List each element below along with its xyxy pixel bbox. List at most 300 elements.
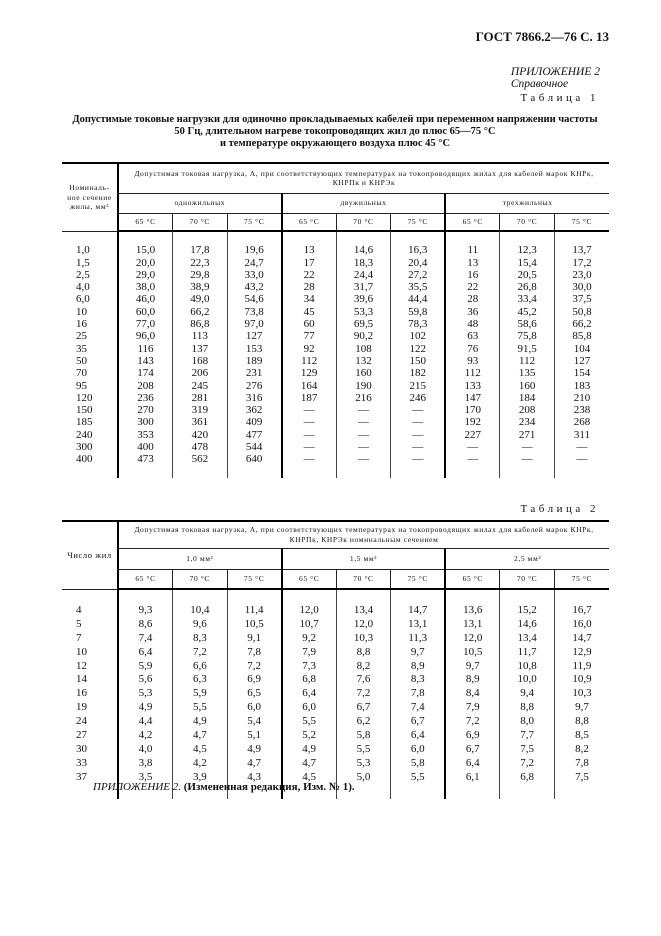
value-cell: 143 (118, 355, 173, 367)
table-row (62, 604, 609, 618)
value-cell: 23,0 (554, 269, 609, 281)
value-cell: 210 (554, 392, 609, 404)
value-cell: 96,0 (118, 330, 173, 342)
value-cell: 4,9 (173, 715, 228, 729)
value-cell: 5,5 (173, 701, 228, 715)
value-cell: 5,8 (336, 729, 391, 743)
value-cell: 132 (336, 355, 391, 367)
footnote-appendix: ПРИЛОЖЕНИЕ 2. (93, 781, 181, 793)
temperature-header: 65 °С (118, 213, 173, 231)
value-cell: 10,3 (336, 632, 391, 646)
value-cell: 362 (227, 404, 282, 416)
value-cell: 6,4 (391, 729, 446, 743)
row-label-cell: 24 (62, 715, 118, 729)
value-cell: 192 (445, 416, 500, 428)
value-cell: 7,8 (554, 757, 609, 771)
value-cell: 3,8 (118, 757, 173, 771)
temperature-header: 70 °С (336, 213, 391, 231)
value-cell: 5,3 (118, 687, 173, 701)
value-cell: 7,2 (500, 757, 555, 771)
table-row (62, 429, 609, 441)
value-cell: 7,5 (554, 771, 609, 785)
value-cell: 28 (445, 293, 500, 305)
value-cell: 400 (118, 441, 173, 453)
row-label-cell (62, 231, 118, 244)
value-cell: 4,2 (173, 757, 228, 771)
temperature-header: 70 °С (500, 569, 555, 589)
value-cell: 31,7 (336, 281, 391, 293)
value-cell: 6,2 (336, 715, 391, 729)
value-cell: 48 (445, 318, 500, 330)
value-cell: — (445, 453, 500, 465)
temperature-header: 70 °С (500, 213, 555, 231)
value-cell: 91,5 (500, 343, 555, 355)
value-cell: 7,2 (445, 715, 500, 729)
value-cell: 38,9 (173, 281, 228, 293)
temperature-header: 65 °С (445, 213, 500, 231)
temperature-header: 70 °С (173, 569, 228, 589)
value-cell: 104 (554, 343, 609, 355)
value-cell: 319 (173, 404, 228, 416)
value-cell: 8,2 (336, 660, 391, 674)
row-label-cell: 10 (62, 306, 118, 318)
value-cell: 6,0 (391, 743, 446, 757)
row-label-cell: 33 (62, 757, 118, 771)
value-cell: 8,8 (336, 646, 391, 660)
row-label-cell: 6,0 (62, 293, 118, 305)
value-cell (500, 466, 555, 478)
row-label-cell: 35 (62, 343, 118, 355)
value-cell: — (554, 453, 609, 465)
value-cell (118, 589, 173, 604)
value-cell: — (336, 453, 391, 465)
table-row (62, 646, 609, 660)
row-label-cell: 25 (62, 330, 118, 342)
value-cell: 478 (173, 441, 228, 453)
table-row (62, 729, 609, 743)
value-cell: 6,0 (282, 701, 337, 715)
row-label-cell: 300 (62, 441, 118, 453)
spacer-row (62, 231, 609, 244)
table-row (62, 660, 609, 674)
value-cell: 5,1 (227, 729, 282, 743)
value-cell (282, 589, 337, 604)
value-cell: — (336, 404, 391, 416)
value-cell: 30,0 (554, 281, 609, 293)
table-row (62, 355, 609, 367)
value-cell: 5,9 (118, 660, 173, 674)
value-cell: 4,7 (227, 757, 282, 771)
value-cell: 122 (391, 343, 446, 355)
value-cell: 11,3 (391, 632, 446, 646)
value-cell: 147 (445, 392, 500, 404)
value-cell: 477 (227, 429, 282, 441)
value-cell (227, 589, 282, 604)
value-cell: 4,9 (118, 701, 173, 715)
appendix-subtitle: Справочное (510, 78, 569, 90)
value-cell: 238 (554, 404, 609, 416)
value-cell: 8,3 (391, 673, 446, 687)
value-cell: 11 (445, 244, 500, 256)
value-cell: 127 (554, 355, 609, 367)
value-cell: 22 (445, 281, 500, 293)
value-cell (500, 785, 555, 799)
row-label-cell: 4 (62, 604, 118, 618)
value-cell: 15,0 (118, 244, 173, 256)
value-cell: 13 (282, 244, 337, 256)
footnote (93, 781, 355, 793)
value-cell: 361 (173, 416, 228, 428)
value-cell: 13,7 (554, 244, 609, 256)
table1 (62, 162, 609, 478)
value-cell: 234 (500, 416, 555, 428)
value-cell: 85,8 (554, 330, 609, 342)
value-cell: 190 (336, 380, 391, 392)
row-label-cell: 400 (62, 453, 118, 465)
value-cell: 409 (227, 416, 282, 428)
value-cell: 215 (391, 380, 446, 392)
value-cell: 10,9 (554, 673, 609, 687)
row-label-cell: 16 (62, 687, 118, 701)
table-row (62, 618, 609, 632)
row-label-cell: 150 (62, 404, 118, 416)
appendix-title: ПРИЛОЖЕНИЕ 2 (510, 66, 600, 78)
table1-title-line: и температуре окружающего воздуха плюс 45 °С (219, 138, 451, 149)
spacer-row (62, 589, 609, 604)
value-cell: 77,0 (118, 318, 173, 330)
value-cell: 5,5 (391, 771, 446, 785)
value-cell: 11,9 (554, 660, 609, 674)
value-cell: 66,2 (554, 318, 609, 330)
value-cell: 113 (173, 330, 228, 342)
value-cell: 97,0 (227, 318, 282, 330)
value-cell: 69,5 (336, 318, 391, 330)
value-cell: 19,6 (227, 244, 282, 256)
value-cell: 50,8 (554, 306, 609, 318)
value-cell (336, 589, 391, 604)
value-cell: 311 (554, 429, 609, 441)
row-label-cell (62, 466, 118, 478)
value-cell: — (282, 429, 337, 441)
value-cell: 7,9 (282, 646, 337, 660)
value-cell: 316 (227, 392, 282, 404)
main-header: Допустимая токовая нагрузка, А, при соответствующих температурах на токопроводящих жилах для кабелей марок КНРк, КНРПк и КНРЭк (118, 163, 609, 193)
table-row (62, 257, 609, 269)
value-cell: 46,0 (118, 293, 173, 305)
row-label-cell: 37 (62, 771, 118, 785)
value-cell: 14,6 (500, 618, 555, 632)
value-cell: 4,5 (173, 743, 228, 757)
value-cell: 174 (118, 367, 173, 379)
value-cell: — (391, 429, 446, 441)
table1-title-line: 50 Гц, длительном нагреве токопроводящих жил до плюс 65—75 °С (174, 126, 496, 137)
value-cell: 13,6 (445, 604, 500, 618)
value-cell: 137 (173, 343, 228, 355)
value-cell: 8,8 (554, 715, 609, 729)
value-cell: 153 (227, 343, 282, 355)
value-cell: — (500, 453, 555, 465)
value-cell: 20,4 (391, 257, 446, 269)
value-cell: 7,7 (500, 729, 555, 743)
value-cell: 36 (445, 306, 500, 318)
value-cell: 28 (282, 281, 337, 293)
value-cell: 7,6 (336, 673, 391, 687)
value-cell (554, 785, 609, 799)
value-cell: 60,0 (118, 306, 173, 318)
value-cell: 33,4 (500, 293, 555, 305)
value-cell: — (391, 416, 446, 428)
value-cell: 4,7 (282, 757, 337, 771)
value-cell (554, 231, 609, 244)
value-cell: 9,7 (445, 660, 500, 674)
value-cell: 8,9 (391, 660, 446, 674)
value-cell: 6,3 (173, 673, 228, 687)
value-cell: 9,3 (118, 604, 173, 618)
value-cell: 271 (500, 429, 555, 441)
value-cell: — (500, 441, 555, 453)
value-cell: 4,5 (282, 771, 337, 785)
table1-title (40, 114, 630, 150)
temperature-header: 75 °С (554, 213, 609, 231)
value-cell: 17,8 (173, 244, 228, 256)
value-cell: 154 (554, 367, 609, 379)
value-cell: 8,0 (500, 715, 555, 729)
value-cell: 22 (282, 269, 337, 281)
value-cell: 14,7 (391, 604, 446, 618)
value-cell: 16 (445, 269, 500, 281)
value-cell (391, 231, 446, 244)
table-row (62, 453, 609, 465)
value-cell (554, 589, 609, 604)
value-cell: 4,4 (118, 715, 173, 729)
table-row (62, 380, 609, 392)
value-cell: 127 (227, 330, 282, 342)
table-row (62, 632, 609, 646)
value-cell (391, 589, 446, 604)
value-cell: — (336, 416, 391, 428)
row-label-cell: 1,0 (62, 244, 118, 256)
value-cell: — (445, 441, 500, 453)
value-cell: 20,5 (500, 269, 555, 281)
value-cell: 7,2 (227, 660, 282, 674)
value-cell: 35,5 (391, 281, 446, 293)
value-cell: 7,5 (500, 743, 555, 757)
table-row (62, 330, 609, 342)
value-cell: 9,7 (554, 701, 609, 715)
value-cell: 187 (282, 392, 337, 404)
value-cell (445, 785, 500, 799)
table-row (62, 404, 609, 416)
row-label-cell: 2,5 (62, 269, 118, 281)
row-header: Номиналь-ное сечение жилы, мм² (62, 163, 118, 231)
table-row (62, 757, 609, 771)
table-row (62, 416, 609, 428)
temperature-header: 70 °С (173, 213, 228, 231)
value-cell: 45,2 (500, 306, 555, 318)
table1-title-line: Допустимые токовые нагрузки для одиночно прокладываемых кабелей при переменном напряжении частоты (72, 114, 598, 125)
value-cell: 300 (118, 416, 173, 428)
value-cell: 10,7 (282, 618, 337, 632)
value-cell: 150 (391, 355, 446, 367)
value-cell: 75,8 (500, 330, 555, 342)
temperature-header: 70 °С (336, 569, 391, 589)
value-cell: 6,7 (336, 701, 391, 715)
row-label-cell: 19 (62, 701, 118, 715)
value-cell: 9,6 (173, 618, 228, 632)
value-cell: 3,5 (118, 771, 173, 785)
value-cell: — (391, 453, 446, 465)
value-cell: 9,1 (227, 632, 282, 646)
value-cell: 27,2 (391, 269, 446, 281)
row-label-cell: 70 (62, 367, 118, 379)
value-cell: 16,3 (391, 244, 446, 256)
group-header: трехжильных (445, 193, 609, 213)
value-cell: 13,4 (500, 632, 555, 646)
value-cell: 108 (336, 343, 391, 355)
value-cell: 22,3 (173, 257, 228, 269)
value-cell: 16,7 (554, 604, 609, 618)
value-cell: 24,7 (227, 257, 282, 269)
group-header: одножильных (118, 193, 282, 213)
value-cell: 281 (173, 392, 228, 404)
value-cell (282, 231, 337, 244)
value-cell (445, 466, 500, 478)
value-cell: 182 (391, 367, 446, 379)
value-cell: 102 (391, 330, 446, 342)
row-header: Число жил (62, 521, 118, 589)
value-cell (554, 466, 609, 478)
value-cell: 236 (118, 392, 173, 404)
value-cell: 10,0 (500, 673, 555, 687)
value-cell: 6,8 (282, 673, 337, 687)
value-cell: 12,0 (445, 632, 500, 646)
value-cell: 7,3 (282, 660, 337, 674)
value-cell: 76 (445, 343, 500, 355)
row-label-cell: 240 (62, 429, 118, 441)
row-label-cell: 10 (62, 646, 118, 660)
value-cell: 93 (445, 355, 500, 367)
value-cell: 245 (173, 380, 228, 392)
value-cell: 54,6 (227, 293, 282, 305)
value-cell: 9,2 (282, 632, 337, 646)
value-cell: 353 (118, 429, 173, 441)
row-label-cell: 27 (62, 729, 118, 743)
value-cell: 60 (282, 318, 337, 330)
value-cell: — (282, 453, 337, 465)
value-cell: 7,8 (227, 646, 282, 660)
value-cell: 53,3 (336, 306, 391, 318)
group-header: 2,5 мм² (445, 548, 609, 569)
value-cell (445, 231, 500, 244)
value-cell (391, 785, 446, 799)
value-cell: — (391, 441, 446, 453)
value-cell: 6,9 (227, 673, 282, 687)
row-label-cell: 12 (62, 660, 118, 674)
value-cell: 7,2 (173, 646, 228, 660)
value-cell: 268 (554, 416, 609, 428)
value-cell: 7,4 (118, 632, 173, 646)
table-row (62, 743, 609, 757)
temperature-header: 65 °С (118, 569, 173, 589)
row-label-cell: 30 (62, 743, 118, 757)
value-cell (227, 231, 282, 244)
value-cell: 5,5 (282, 715, 337, 729)
value-cell: 13 (445, 257, 500, 269)
value-cell: 270 (118, 404, 173, 416)
value-cell: 231 (227, 367, 282, 379)
value-cell: 133 (445, 380, 500, 392)
value-cell: 38,0 (118, 281, 173, 293)
group-header: 1,0 мм² (118, 548, 282, 569)
value-cell: 10,4 (173, 604, 228, 618)
value-cell: 420 (173, 429, 228, 441)
value-cell: 92 (282, 343, 337, 355)
value-cell: — (336, 429, 391, 441)
value-cell: 13,1 (391, 618, 446, 632)
table-row (62, 318, 609, 330)
value-cell: 6,4 (282, 687, 337, 701)
table-row (62, 244, 609, 256)
value-cell: 12,0 (336, 618, 391, 632)
value-cell: 29,0 (118, 269, 173, 281)
row-label-cell: 95 (62, 380, 118, 392)
value-cell: 77 (282, 330, 337, 342)
value-cell: 5,9 (173, 687, 228, 701)
value-cell: 10,5 (445, 646, 500, 660)
value-cell: 164 (282, 380, 337, 392)
value-cell: 7,4 (391, 701, 446, 715)
value-cell: 6,0 (227, 701, 282, 715)
value-cell: 112 (500, 355, 555, 367)
row-label-cell: 1,5 (62, 257, 118, 269)
value-cell: 3,9 (173, 771, 228, 785)
value-cell: 13,1 (445, 618, 500, 632)
row-label-cell: 16 (62, 318, 118, 330)
value-cell: 183 (554, 380, 609, 392)
value-cell: 9,7 (391, 646, 446, 660)
value-cell (173, 466, 228, 478)
value-cell: 6,4 (118, 646, 173, 660)
row-label-cell (62, 589, 118, 604)
value-cell: 26,8 (500, 281, 555, 293)
value-cell: 8,3 (173, 632, 228, 646)
value-cell: 246 (391, 392, 446, 404)
value-cell (500, 231, 555, 244)
value-cell: 17 (282, 257, 337, 269)
temperature-header: 65 °С (282, 569, 337, 589)
value-cell: 66,2 (173, 306, 228, 318)
temperature-header: 75 °С (227, 213, 282, 231)
value-cell: 184 (500, 392, 555, 404)
value-cell: 10,8 (500, 660, 555, 674)
row-label-cell: 14 (62, 673, 118, 687)
value-cell: 17,2 (554, 257, 609, 269)
value-cell: 11,7 (500, 646, 555, 660)
value-cell: 12,0 (282, 604, 337, 618)
value-cell: 29,8 (173, 269, 228, 281)
value-cell: 10,3 (554, 687, 609, 701)
value-cell: 208 (118, 380, 173, 392)
value-cell: — (282, 404, 337, 416)
value-cell: 5,2 (282, 729, 337, 743)
temperature-header: 75 °С (391, 569, 446, 589)
value-cell: 206 (173, 367, 228, 379)
value-cell: 4,2 (118, 729, 173, 743)
row-label-cell: 7 (62, 632, 118, 646)
temperature-header: 65 °С (282, 213, 337, 231)
value-cell: 63 (445, 330, 500, 342)
value-cell: 10,5 (227, 618, 282, 632)
